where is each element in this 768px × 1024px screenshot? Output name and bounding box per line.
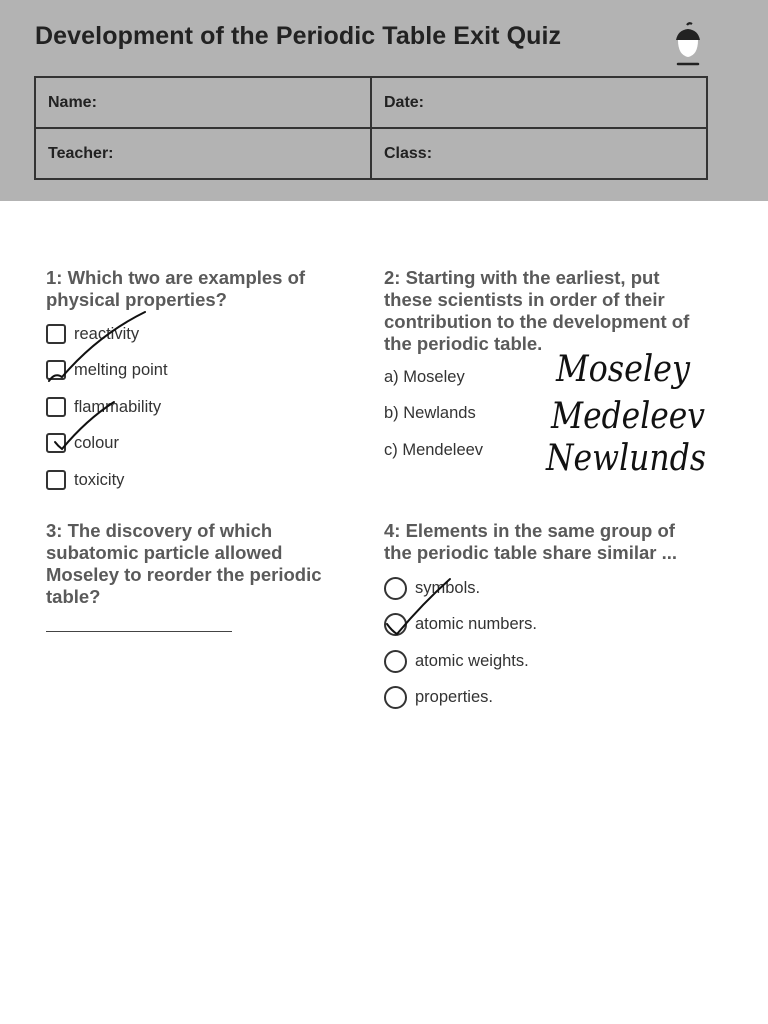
date-field[interactable]: [371, 77, 707, 128]
q2-item-a: a) Moseley: [384, 368, 465, 386]
question-2-text: 2: Starting with the earliest, put these scientists in order of their contribution to the development of the periodic table.: [384, 267, 690, 354]
radio-button[interactable]: [384, 650, 407, 673]
student-info-table: [34, 76, 708, 180]
q4-option-properties[interactable]: [384, 685, 493, 709]
q4-option-atomic-weights[interactable]: [384, 649, 529, 673]
option-label: atomic weights.: [415, 651, 529, 670]
name-field[interactable]: [35, 77, 371, 128]
checkbox[interactable]: [46, 470, 66, 490]
radio-button[interactable]: [384, 686, 407, 709]
name-label: Name:: [48, 93, 97, 111]
option-label: symbols.: [415, 578, 481, 597]
option-label: atomic numbers.: [415, 614, 537, 633]
q2-item-b: b) Newlands: [384, 404, 476, 422]
page-title: Development of the Periodic Table Exit Quiz: [35, 22, 562, 50]
q1-option-reactivity[interactable]: [46, 322, 139, 346]
question-3-text: 3: The discovery of which subatomic particle allowed Moseley to reorder the periodic table?: [46, 520, 322, 607]
teacher-label: Teacher:: [48, 144, 114, 162]
class-field[interactable]: [371, 128, 707, 179]
header-band: [0, 0, 768, 201]
q4-option-symbols[interactable]: [384, 576, 480, 600]
question-1-text: 1: Which two are examples of physical properties?: [46, 267, 306, 310]
checkbox[interactable]: [46, 324, 66, 344]
q1-option-toxicity[interactable]: [46, 468, 124, 492]
radio-button[interactable]: [384, 577, 407, 600]
option-label: reactivity: [74, 324, 140, 343]
checkbox[interactable]: [46, 360, 66, 380]
class-label: Class:: [384, 144, 433, 162]
q3-answer-line[interactable]: [46, 631, 232, 632]
option-label: colour: [74, 433, 119, 452]
q2-item-c: c) Mendeleev: [384, 441, 484, 459]
option-label: melting point: [74, 360, 168, 379]
q2-answer-1: Moseley: [555, 349, 691, 390]
q1-option-melting-point[interactable]: [46, 358, 168, 382]
option-label: flammability: [74, 397, 162, 416]
q1-option-flammability[interactable]: [46, 395, 161, 419]
checkbox[interactable]: [46, 397, 66, 417]
checkbox[interactable]: [46, 433, 66, 453]
option-label: properties.: [415, 687, 493, 706]
q2-answer-3: Newlunds: [545, 438, 706, 479]
question-4-text: 4: Elements in the same group of the periodic table share similar ...: [384, 520, 678, 563]
q4-option-atomic-numbers[interactable]: [384, 612, 537, 636]
option-label: toxicity: [74, 470, 125, 489]
radio-button[interactable]: [384, 613, 407, 636]
date-label: Date:: [384, 93, 425, 111]
q2-answer-2: Medeleev: [550, 396, 705, 437]
acorn-icon: [672, 22, 704, 66]
teacher-field[interactable]: [35, 128, 371, 179]
q1-option-colour[interactable]: [46, 431, 119, 455]
